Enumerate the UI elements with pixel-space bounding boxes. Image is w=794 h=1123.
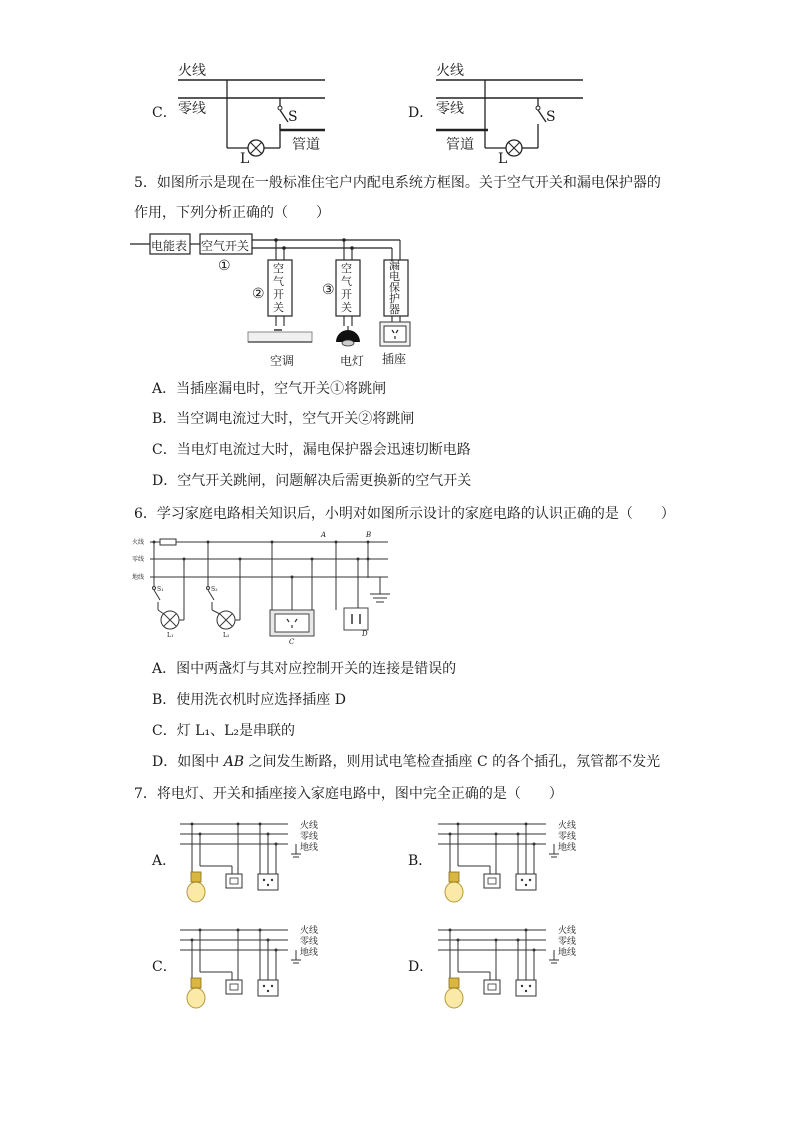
option-b: B．使用洗衣机时应选择插座 D <box>152 692 346 708</box>
option-b-circuit <box>434 816 560 906</box>
lamp-l2-label: L₂ <box>223 632 230 639</box>
option-a-circuit <box>176 816 302 906</box>
question-5-stem-line2: 作用，下列分析正确的（ ） <box>134 205 330 221</box>
ground-label: 地线 <box>132 574 145 581</box>
option-d-ab: AB <box>223 754 245 770</box>
mark-1: ① <box>218 258 231 274</box>
live-label: 火线 <box>300 926 319 936</box>
neutral-wire-label: 零线 <box>436 101 464 117</box>
option-c: C．当电灯电流过大时，漏电保护器会迅速切断电路 <box>152 442 471 458</box>
socket-d-label: D <box>362 630 368 638</box>
ground-label: 地线 <box>300 843 319 853</box>
option-d-suffix: 之间发生断路，则用试电笔检查插座 C 的各个插孔，氖管都不发光 <box>244 754 661 770</box>
ground-label: 地线 <box>300 948 319 958</box>
ground-label: 地线 <box>558 948 577 958</box>
pipe-label: 管道 <box>446 137 474 153</box>
option-label: D． <box>408 105 434 121</box>
option-label: C． <box>152 105 177 121</box>
lamp-label: L <box>240 151 250 167</box>
live-wire-label: 火线 <box>436 63 464 79</box>
option-d-label: D． <box>408 959 434 975</box>
neutral-label: 零线 <box>558 937 577 947</box>
option-b: B．当空调电流过大时，空气开关②将跳闸 <box>152 411 415 427</box>
option-c-label: C． <box>152 959 177 975</box>
lamp-label: 电灯 <box>340 354 365 368</box>
option-c-circuit <box>176 922 302 1012</box>
main-breaker-label: 空气开关 <box>201 239 250 253</box>
meter-label: 电能表 <box>151 239 188 253</box>
switch-label: S <box>546 109 556 125</box>
neutral-label: 零线 <box>300 937 319 947</box>
option-d-circuit <box>434 922 560 1012</box>
live-wire-label: 火线 <box>178 63 206 79</box>
live-label: 火线 <box>132 539 145 546</box>
switch-s2-label: S₂ <box>211 586 218 593</box>
branch-breaker-3-label: 空气开关 <box>341 262 352 314</box>
live-label: 火线 <box>558 926 577 936</box>
rcd-label: 漏电保护器 <box>389 259 400 316</box>
point-a-label: A <box>321 531 327 539</box>
option-c: C．灯 L₁、L₂是串联的 <box>152 723 295 739</box>
ground-label: 地线 <box>558 843 577 853</box>
switch-s1-label: S₁ <box>157 586 164 593</box>
mark-2: ② <box>252 286 265 302</box>
neutral-label: 零线 <box>132 556 145 563</box>
option-b-label: B． <box>408 853 433 869</box>
point-b-label: B <box>366 531 372 539</box>
question-7-stem: 7．将电灯、开关和插座接入家庭电路中，图中完全正确的是（ ） <box>134 786 563 802</box>
neutral-wire-label: 零线 <box>178 101 206 117</box>
neutral-label: 零线 <box>300 832 319 842</box>
option-d-prefix: D．如图中 <box>152 754 224 770</box>
ac-label: 空调 <box>270 354 295 368</box>
lamp-l1-label: L₁ <box>167 632 174 639</box>
option-a: A．图中两盏灯与其对应控制开关的连接是错误的 <box>152 661 457 677</box>
question-5-stem-line1: 5．如图所示是现在一般标准住宅户内配电系统方框图。关于空气开关和漏电保护器的 <box>134 175 661 191</box>
option-d <box>152 753 660 771</box>
live-label: 火线 <box>558 821 577 831</box>
switch-label: S <box>288 109 298 125</box>
option-a-label: A． <box>152 853 177 869</box>
lamp-label: L <box>498 151 508 167</box>
option-a: A．当插座漏电时，空气开关①将跳闸 <box>152 381 387 397</box>
neutral-label: 零线 <box>558 832 577 842</box>
live-label: 火线 <box>300 821 319 831</box>
socket-c-label: C <box>289 638 295 646</box>
branch-breaker-2-label: 空气开关 <box>273 262 284 314</box>
mark-3: ③ <box>322 282 335 298</box>
option-d: D．空气开关跳闸，问题解决后需更换新的空气开关 <box>152 473 472 489</box>
pipe-label: 管道 <box>292 137 320 153</box>
question-6-stem: 6．学习家庭电路相关知识后，小明对如图所示设计的家庭电路的认识正确的是（ ） <box>134 506 675 522</box>
socket-label: 插座 <box>382 352 407 366</box>
